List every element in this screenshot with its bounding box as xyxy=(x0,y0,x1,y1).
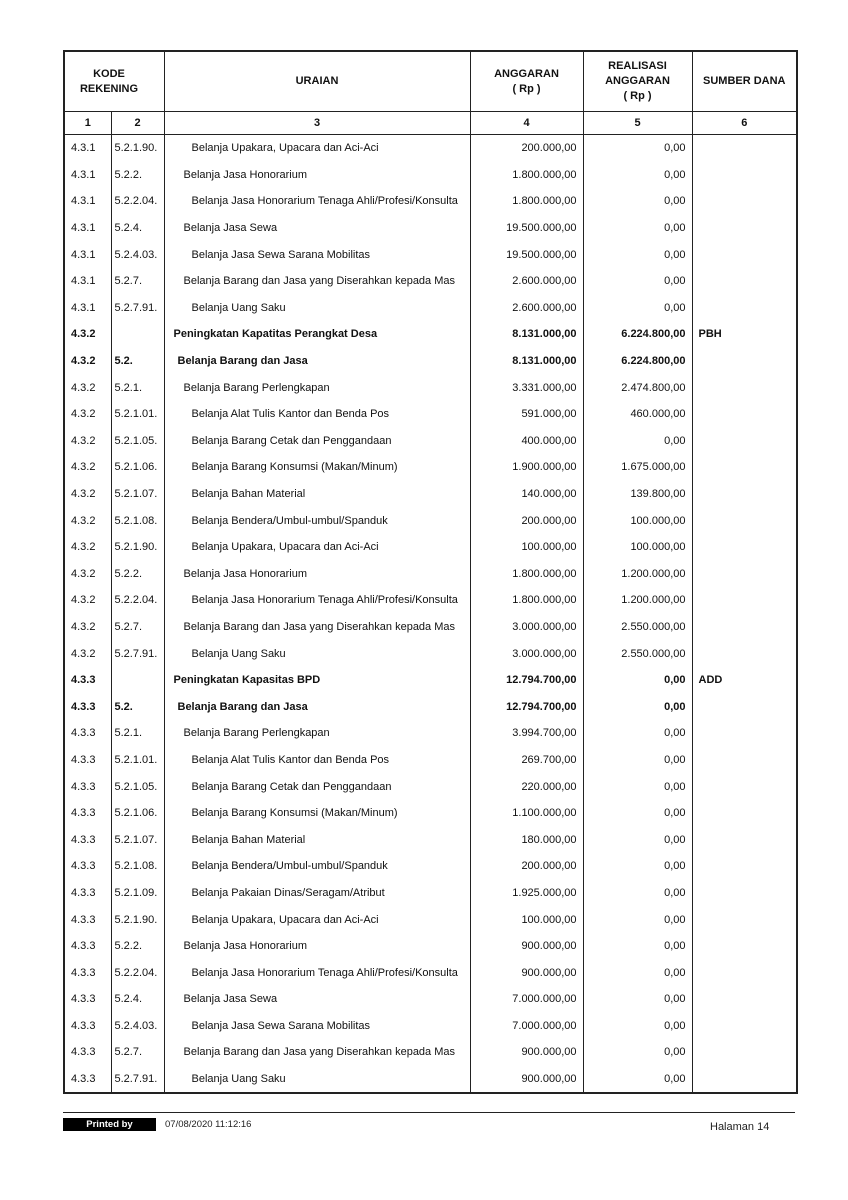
print-timestamp: 07/08/2020 11:12:16 xyxy=(165,1119,252,1130)
anggaran-cell: 3.994.700,00 xyxy=(470,720,583,747)
kode-1-cell: 4.3.2 xyxy=(64,481,111,508)
kode-2-cell: 5.2.7. xyxy=(111,614,164,641)
sumber-dana-cell xyxy=(692,959,797,986)
sumber-dana-cell xyxy=(692,773,797,800)
anggaran-cell: 8.131.000,00 xyxy=(470,348,583,375)
anggaran-cell: 200.000,00 xyxy=(470,507,583,534)
kode-2-cell: 5.2. xyxy=(111,348,164,375)
realisasi-cell: 100.000,00 xyxy=(583,534,692,561)
sumber-dana-cell xyxy=(692,428,797,455)
anggaran-cell: 100.000,00 xyxy=(470,906,583,933)
realisasi-cell: 0,00 xyxy=(583,135,692,162)
kode-2-cell: 5.2.1.07. xyxy=(111,481,164,508)
kode-1-cell: 4.3.3 xyxy=(64,1013,111,1040)
realisasi-cell: 0,00 xyxy=(583,959,692,986)
col-number-2: 2 xyxy=(111,112,164,135)
anggaran-cell: 12.794.700,00 xyxy=(470,667,583,694)
sumber-dana-cell xyxy=(692,507,797,534)
sumber-dana-cell xyxy=(692,295,797,322)
uraian-cell: Belanja Jasa Honorarium Tenaga Ahli/Profesi/Konsulta xyxy=(164,959,470,986)
header-realisasi-anggaran: REALISASI ANGGARAN ( Rp ) xyxy=(583,51,692,112)
kode-1-cell: 4.3.3 xyxy=(64,826,111,853)
uraian-cell: Belanja Uang Saku xyxy=(164,640,470,667)
col-number-1: 1 xyxy=(64,112,111,135)
kode-2-cell: 5.2.2. xyxy=(111,162,164,189)
realisasi-cell: 0,00 xyxy=(583,906,692,933)
budget-realization-table xyxy=(63,50,798,1094)
uraian-cell: Belanja Jasa Honorarium xyxy=(164,933,470,960)
realisasi-cell: 0,00 xyxy=(583,747,692,774)
uraian-cell: Peningkatan Kapatitas Perangkat Desa xyxy=(164,321,470,348)
realisasi-cell: 0,00 xyxy=(583,1039,692,1066)
table-row xyxy=(64,986,797,1013)
uraian-cell: Belanja Barang Cetak dan Penggandaan xyxy=(164,773,470,800)
sumber-dana-cell xyxy=(692,880,797,907)
anggaran-cell: 3.331.000,00 xyxy=(470,374,583,401)
sumber-dana-cell xyxy=(692,241,797,268)
sumber-dana-cell xyxy=(692,135,797,162)
kode-1-cell: 4.3.1 xyxy=(64,241,111,268)
table-row xyxy=(64,853,797,880)
table-row xyxy=(64,241,797,268)
realisasi-cell: 0,00 xyxy=(583,215,692,242)
uraian-cell: Belanja Bendera/Umbul-umbul/Spanduk xyxy=(164,853,470,880)
anggaran-cell: 1.100.000,00 xyxy=(470,800,583,827)
sumber-dana-cell xyxy=(692,1066,797,1094)
realisasi-cell: 1.675.000,00 xyxy=(583,454,692,481)
kode-2-cell: 5.2.2.04. xyxy=(111,587,164,614)
kode-2-cell: 5.2.1.06. xyxy=(111,800,164,827)
table-row xyxy=(64,268,797,295)
kode-1-cell: 4.3.1 xyxy=(64,295,111,322)
uraian-cell: Belanja Pakaian Dinas/Seragam/Atribut xyxy=(164,880,470,907)
kode-2-cell: 5.2.1.08. xyxy=(111,507,164,534)
table-row xyxy=(64,507,797,534)
kode-1-cell: 4.3.2 xyxy=(64,614,111,641)
sumber-dana-cell xyxy=(692,1039,797,1066)
table-row xyxy=(64,162,797,189)
uraian-cell: Belanja Barang Cetak dan Penggandaan xyxy=(164,428,470,455)
kode-2-cell: 5.2.7. xyxy=(111,1039,164,1066)
anggaran-cell: 1.800.000,00 xyxy=(470,188,583,215)
realisasi-cell: 0,00 xyxy=(583,295,692,322)
table-row xyxy=(64,614,797,641)
kode-1-cell: 4.3.3 xyxy=(64,933,111,960)
uraian-cell: Belanja Barang dan Jasa xyxy=(164,348,470,375)
table-row xyxy=(64,959,797,986)
uraian-cell: Belanja Barang Konsumsi (Makan/Minum) xyxy=(164,800,470,827)
kode-1-cell: 4.3.3 xyxy=(64,720,111,747)
uraian-cell: Belanja Upakara, Upacara dan Aci-Aci xyxy=(164,135,470,162)
uraian-cell: Belanja Jasa Honorarium Tenaga Ahli/Profesi/Konsulta xyxy=(164,188,470,215)
kode-1-cell: 4.3.1 xyxy=(64,268,111,295)
anggaran-cell: 7.000.000,00 xyxy=(470,1013,583,1040)
realisasi-cell: 0,00 xyxy=(583,986,692,1013)
table-row xyxy=(64,295,797,322)
kode-1-cell: 4.3.2 xyxy=(64,534,111,561)
uraian-cell: Belanja Bendera/Umbul-umbul/Spanduk xyxy=(164,507,470,534)
header-sumber-dana: SUMBER DANA xyxy=(692,51,797,112)
kode-2-cell: 5.2.1.01. xyxy=(111,747,164,774)
anggaran-cell: 1.800.000,00 xyxy=(470,587,583,614)
table-row xyxy=(64,135,797,162)
anggaran-cell: 7.000.000,00 xyxy=(470,986,583,1013)
realisasi-cell: 0,00 xyxy=(583,800,692,827)
kode-1-cell: 4.3.2 xyxy=(64,640,111,667)
realisasi-cell: 0,00 xyxy=(583,667,692,694)
kode-1-cell: 4.3.3 xyxy=(64,800,111,827)
kode-1-cell: 4.3.1 xyxy=(64,188,111,215)
uraian-cell: Belanja Barang Perlengkapan xyxy=(164,374,470,401)
kode-1-cell: 4.3.3 xyxy=(64,1066,111,1094)
sumber-dana-cell xyxy=(692,614,797,641)
kode-2-cell: 5.2.7.91. xyxy=(111,640,164,667)
anggaran-cell: 2.600.000,00 xyxy=(470,295,583,322)
kode-2-cell: 5.2.2.04. xyxy=(111,188,164,215)
table-row xyxy=(64,773,797,800)
realisasi-cell: 0,00 xyxy=(583,720,692,747)
kode-2-cell: 5.2.2. xyxy=(111,933,164,960)
table-row xyxy=(64,1039,797,1066)
kode-2-cell: 5.2.1. xyxy=(111,720,164,747)
table-row xyxy=(64,454,797,481)
kode-1-cell: 4.3.3 xyxy=(64,693,111,720)
kode-1-cell: 4.3.2 xyxy=(64,454,111,481)
kode-2-cell: 5.2.2.04. xyxy=(111,959,164,986)
uraian-cell: Belanja Uang Saku xyxy=(164,1066,470,1094)
table-row xyxy=(64,215,797,242)
kode-1-cell: 4.3.1 xyxy=(64,135,111,162)
anggaran-cell: 12.794.700,00 xyxy=(470,693,583,720)
kode-2-cell: 5.2.4. xyxy=(111,215,164,242)
realisasi-cell: 0,00 xyxy=(583,428,692,455)
uraian-cell: Belanja Jasa Honorarium Tenaga Ahli/Profesi/Konsulta xyxy=(164,587,470,614)
uraian-cell: Belanja Barang dan Jasa xyxy=(164,693,470,720)
table-row xyxy=(64,747,797,774)
realisasi-cell: 0,00 xyxy=(583,1066,692,1094)
kode-2-cell: 5.2.4. xyxy=(111,986,164,1013)
page-number: Halaman 14 xyxy=(710,1121,770,1133)
anggaran-cell: 19.500.000,00 xyxy=(470,241,583,268)
uraian-cell: Belanja Jasa Sewa Sarana Mobilitas xyxy=(164,241,470,268)
kode-2-cell: 5.2.1.01. xyxy=(111,401,164,428)
sumber-dana-cell xyxy=(692,215,797,242)
table-row xyxy=(64,720,797,747)
uraian-cell: Belanja Upakara, Upacara dan Aci-Aci xyxy=(164,534,470,561)
kode-2-cell: 5.2.1.90. xyxy=(111,906,164,933)
uraian-cell: Belanja Uang Saku xyxy=(164,295,470,322)
col-number-4: 4 xyxy=(470,112,583,135)
realisasi-cell: 1.200.000,00 xyxy=(583,561,692,588)
kode-2-cell: 5.2.7.91. xyxy=(111,1066,164,1094)
table-row xyxy=(64,693,797,720)
table-row xyxy=(64,561,797,588)
kode-1-cell: 4.3.3 xyxy=(64,747,111,774)
uraian-cell: Belanja Barang Konsumsi (Makan/Minum) xyxy=(164,454,470,481)
anggaran-cell: 400.000,00 xyxy=(470,428,583,455)
sumber-dana-cell xyxy=(692,348,797,375)
sumber-dana-cell xyxy=(692,640,797,667)
kode-2-cell: 5.2.2. xyxy=(111,561,164,588)
realisasi-cell: 1.200.000,00 xyxy=(583,587,692,614)
uraian-cell: Belanja Barang dan Jasa yang Diserahkan kepada Mas xyxy=(164,268,470,295)
kode-1-cell: 4.3.3 xyxy=(64,1039,111,1066)
table-row xyxy=(64,348,797,375)
uraian-cell: Belanja Jasa Sewa xyxy=(164,986,470,1013)
kode-2-cell: 5.2.1.07. xyxy=(111,826,164,853)
table-body xyxy=(64,135,797,1094)
realisasi-cell: 2.474.800,00 xyxy=(583,374,692,401)
kode-2-cell: 5.2.4.03. xyxy=(111,1013,164,1040)
anggaran-cell: 220.000,00 xyxy=(470,773,583,800)
realisasi-cell: 460.000,00 xyxy=(583,401,692,428)
table-row xyxy=(64,826,797,853)
header-kode-rekening: KODE REKENING xyxy=(64,51,164,112)
kode-2-cell xyxy=(111,321,164,348)
realisasi-cell: 0,00 xyxy=(583,933,692,960)
kode-1-cell: 4.3.3 xyxy=(64,986,111,1013)
kode-1-cell: 4.3.3 xyxy=(64,880,111,907)
anggaran-cell: 3.000.000,00 xyxy=(470,640,583,667)
table-row xyxy=(64,534,797,561)
kode-2-cell: 5.2.1.06. xyxy=(111,454,164,481)
sumber-dana-cell xyxy=(692,534,797,561)
kode-1-cell: 4.3.3 xyxy=(64,667,111,694)
kode-2-cell: 5.2.1. xyxy=(111,374,164,401)
anggaran-cell: 1.800.000,00 xyxy=(470,162,583,189)
uraian-cell: Belanja Jasa Sewa Sarana Mobilitas xyxy=(164,1013,470,1040)
sumber-dana-cell xyxy=(692,374,797,401)
table-row xyxy=(64,587,797,614)
realisasi-cell: 139.800,00 xyxy=(583,481,692,508)
table-row xyxy=(64,906,797,933)
sumber-dana-cell xyxy=(692,747,797,774)
kode-1-cell: 4.3.2 xyxy=(64,587,111,614)
kode-1-cell: 4.3.2 xyxy=(64,561,111,588)
realisasi-cell: 100.000,00 xyxy=(583,507,692,534)
kode-1-cell: 4.3.2 xyxy=(64,348,111,375)
sumber-dana-cell xyxy=(692,162,797,189)
uraian-cell: Belanja Bahan Material xyxy=(164,481,470,508)
kode-2-cell: 5.2.7.91. xyxy=(111,295,164,322)
table-row xyxy=(64,640,797,667)
kode-1-cell: 4.3.3 xyxy=(64,906,111,933)
uraian-cell: Belanja Barang dan Jasa yang Diserahkan kepada Mas xyxy=(164,614,470,641)
column-number-row xyxy=(64,112,797,135)
kode-1-cell: 4.3.2 xyxy=(64,401,111,428)
sumber-dana-cell: PBH xyxy=(692,321,797,348)
kode-2-cell xyxy=(111,667,164,694)
table-row xyxy=(64,401,797,428)
table-row xyxy=(64,1013,797,1040)
realisasi-cell: 0,00 xyxy=(583,268,692,295)
uraian-cell: Belanja Bahan Material xyxy=(164,826,470,853)
kode-2-cell: 5.2.7. xyxy=(111,268,164,295)
sumber-dana-cell xyxy=(692,401,797,428)
kode-2-cell: 5.2.1.90. xyxy=(111,135,164,162)
sumber-dana-cell: ADD xyxy=(692,667,797,694)
sumber-dana-cell xyxy=(692,587,797,614)
anggaran-cell: 1.800.000,00 xyxy=(470,561,583,588)
sumber-dana-cell xyxy=(692,986,797,1013)
table-row xyxy=(64,800,797,827)
col-number-3: 3 xyxy=(164,112,470,135)
anggaran-cell: 900.000,00 xyxy=(470,1066,583,1094)
realisasi-cell: 0,00 xyxy=(583,162,692,189)
sumber-dana-cell xyxy=(692,826,797,853)
realisasi-cell: 6.224.800,00 xyxy=(583,321,692,348)
realisasi-cell: 0,00 xyxy=(583,241,692,268)
anggaran-cell: 100.000,00 xyxy=(470,534,583,561)
realisasi-cell: 0,00 xyxy=(583,826,692,853)
uraian-cell: Belanja Jasa Sewa xyxy=(164,215,470,242)
anggaran-cell: 900.000,00 xyxy=(470,933,583,960)
anggaran-cell: 2.600.000,00 xyxy=(470,268,583,295)
realisasi-cell: 2.550.000,00 xyxy=(583,614,692,641)
sumber-dana-cell xyxy=(692,561,797,588)
sumber-dana-cell xyxy=(692,906,797,933)
table-row xyxy=(64,321,797,348)
table-row xyxy=(64,481,797,508)
sumber-dana-cell xyxy=(692,188,797,215)
uraian-cell: Peningkatan Kapasitas BPD xyxy=(164,667,470,694)
realisasi-cell: 0,00 xyxy=(583,1013,692,1040)
realisasi-cell: 0,00 xyxy=(583,853,692,880)
anggaran-cell: 900.000,00 xyxy=(470,959,583,986)
header-anggaran: ANGGARAN ( Rp ) xyxy=(470,51,583,112)
printed-by-badge: Printed by Siskeudes xyxy=(63,1118,156,1131)
realisasi-cell: 0,00 xyxy=(583,880,692,907)
table-row xyxy=(64,374,797,401)
sumber-dana-cell xyxy=(692,853,797,880)
kode-1-cell: 4.3.2 xyxy=(64,507,111,534)
kode-1-cell: 4.3.3 xyxy=(64,773,111,800)
kode-1-cell: 4.3.1 xyxy=(64,215,111,242)
footer-divider xyxy=(63,1112,795,1113)
anggaran-cell: 180.000,00 xyxy=(470,826,583,853)
uraian-cell: Belanja Alat Tulis Kantor dan Benda Pos xyxy=(164,401,470,428)
anggaran-cell: 1.900.000,00 xyxy=(470,454,583,481)
kode-2-cell: 5.2.1.90. xyxy=(111,534,164,561)
table-row xyxy=(64,880,797,907)
uraian-cell: Belanja Alat Tulis Kantor dan Benda Pos xyxy=(164,747,470,774)
kode-2-cell: 5.2.4.03. xyxy=(111,241,164,268)
anggaran-cell: 269.700,00 xyxy=(470,747,583,774)
kode-1-cell: 4.3.2 xyxy=(64,321,111,348)
realisasi-cell: 6.224.800,00 xyxy=(583,348,692,375)
kode-1-cell: 4.3.1 xyxy=(64,162,111,189)
col-number-6: 6 xyxy=(692,112,797,135)
kode-2-cell: 5.2.1.05. xyxy=(111,773,164,800)
table-row xyxy=(64,667,797,694)
anggaran-cell: 8.131.000,00 xyxy=(470,321,583,348)
anggaran-cell: 200.000,00 xyxy=(470,853,583,880)
kode-1-cell: 4.3.3 xyxy=(64,853,111,880)
sumber-dana-cell xyxy=(692,800,797,827)
kode-1-cell: 4.3.2 xyxy=(64,374,111,401)
sumber-dana-cell xyxy=(692,933,797,960)
uraian-cell: Belanja Barang dan Jasa yang Diserahkan kepada Mas xyxy=(164,1039,470,1066)
kode-2-cell: 5.2.1.08. xyxy=(111,853,164,880)
kode-2-cell: 5.2. xyxy=(111,693,164,720)
anggaran-cell: 200.000,00 xyxy=(470,135,583,162)
kode-1-cell: 4.3.3 xyxy=(64,959,111,986)
anggaran-cell: 19.500.000,00 xyxy=(470,215,583,242)
anggaran-cell: 900.000,00 xyxy=(470,1039,583,1066)
kode-2-cell: 5.2.1.09. xyxy=(111,880,164,907)
uraian-cell: Belanja Jasa Honorarium xyxy=(164,162,470,189)
sumber-dana-cell xyxy=(692,720,797,747)
header-uraian: URAIAN xyxy=(164,51,470,112)
anggaran-cell: 591.000,00 xyxy=(470,401,583,428)
uraian-cell: Belanja Jasa Honorarium xyxy=(164,561,470,588)
realisasi-cell: 2.550.000,00 xyxy=(583,640,692,667)
table-row xyxy=(64,428,797,455)
col-number-5: 5 xyxy=(583,112,692,135)
sumber-dana-cell xyxy=(692,268,797,295)
table-row xyxy=(64,188,797,215)
sumber-dana-cell xyxy=(692,693,797,720)
sumber-dana-cell xyxy=(692,481,797,508)
sumber-dana-cell xyxy=(692,1013,797,1040)
realisasi-cell: 0,00 xyxy=(583,693,692,720)
realisasi-cell: 0,00 xyxy=(583,773,692,800)
table-row xyxy=(64,1066,797,1094)
uraian-cell: Belanja Barang Perlengkapan xyxy=(164,720,470,747)
kode-1-cell: 4.3.2 xyxy=(64,428,111,455)
table-row xyxy=(64,933,797,960)
header-row xyxy=(64,51,797,112)
anggaran-cell: 1.925.000,00 xyxy=(470,880,583,907)
anggaran-cell: 140.000,00 xyxy=(470,481,583,508)
realisasi-cell: 0,00 xyxy=(583,188,692,215)
anggaran-cell: 3.000.000,00 xyxy=(470,614,583,641)
sumber-dana-cell xyxy=(692,454,797,481)
kode-2-cell: 5.2.1.05. xyxy=(111,428,164,455)
uraian-cell: Belanja Upakara, Upacara dan Aci-Aci xyxy=(164,906,470,933)
